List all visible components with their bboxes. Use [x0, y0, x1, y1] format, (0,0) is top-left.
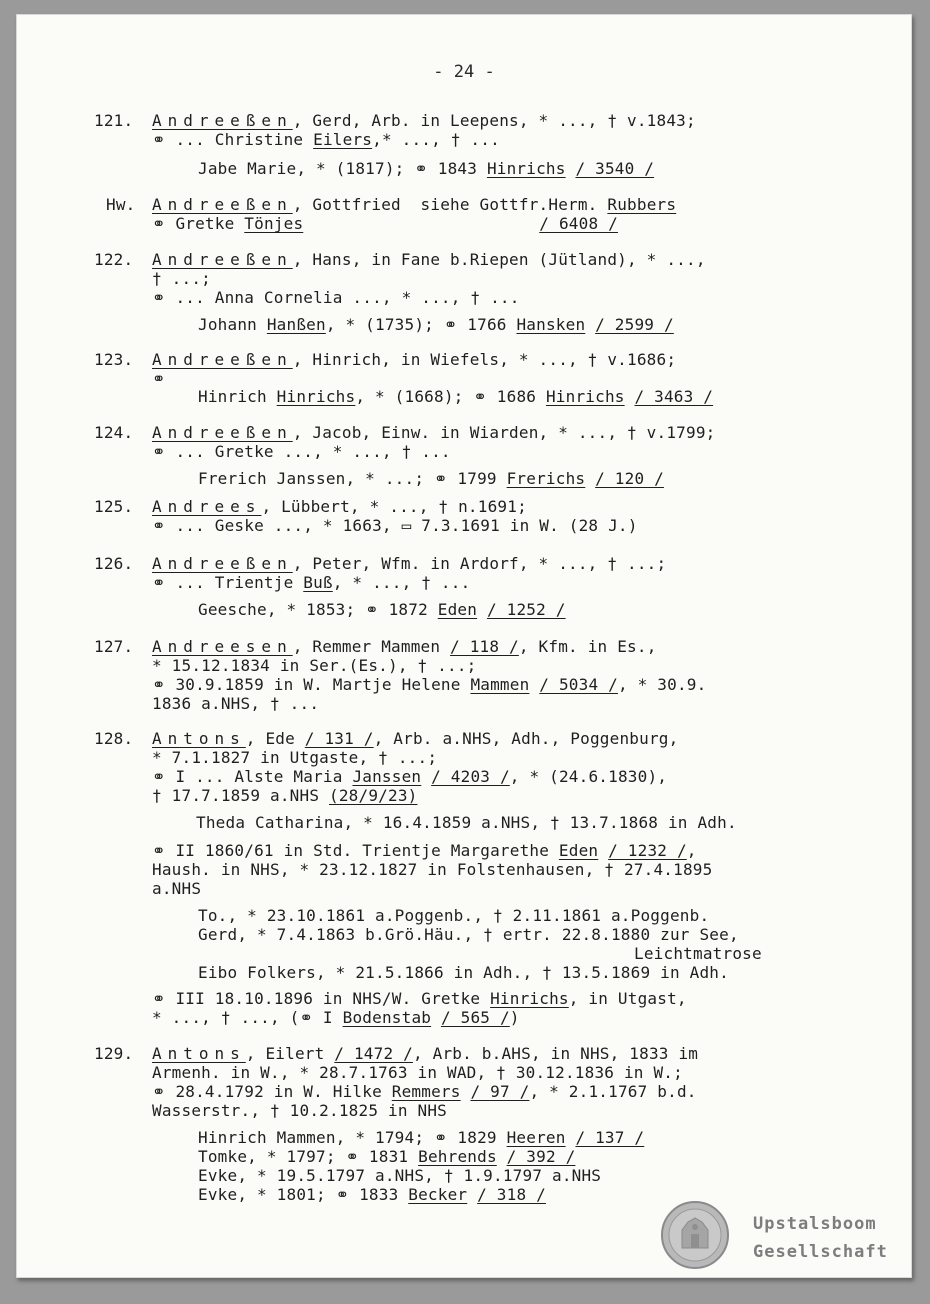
entry-line: a.NHS — [152, 879, 202, 898]
entry-line: Antons, Eilert / 1472 /, Arb. b.AHS, in NHS, 1833 im — [152, 1044, 699, 1063]
entry-line: ⚭ ... Geske ..., * 1663, ▭ 7.3.1691 in W. (28 J.) — [152, 516, 638, 535]
entry-line: † ...; — [152, 269, 211, 288]
surname: Andrees — [152, 497, 262, 516]
society-name-line1: Upstalsboom — [753, 1214, 877, 1234]
underlined-text: / 2599 / — [595, 315, 674, 334]
underlined-text: Becker — [408, 1185, 468, 1204]
underlined-text: Hansken — [516, 315, 586, 334]
entry-line: Andreeßen, Gerd, Arb. in Leepens, * ..., † v.1843; — [152, 111, 696, 130]
underlined-text: Janssen — [352, 767, 422, 786]
entry-number: Hw. — [106, 195, 136, 214]
entry-line: Theda Catharina, * 16.4.1859 a.NHS, † 13.7.1868 in Adh. — [196, 813, 737, 832]
entry-line: Andreeßen, Hinrich, in Wiefels, * ..., † v.1686; — [152, 350, 677, 369]
entry-line: Gerd, * 7.4.1863 b.Grö.Häu., † ertr. 22.8.1880 zur See, — [198, 925, 739, 944]
entry-line: * 7.1.1827 in Utgaste, † ...; — [152, 748, 438, 767]
entry-line: Andreeßen, Gottfried siehe Gottfr.Herm. Rubbers — [152, 195, 677, 214]
entry-line: ⚭ ... Christine Eilers,* ..., † ... — [152, 130, 500, 149]
surname: Andreeßen — [152, 111, 293, 130]
entry-line: ⚭ Gretke Tönjes / 6408 / — [152, 214, 618, 233]
entry-number: 129. — [94, 1044, 134, 1063]
page-number: - 24 - — [433, 62, 495, 82]
seal-icon — [660, 1200, 730, 1270]
entry-line: Jabe Marie, * (1817); ⚭ 1843 Hinrichs / 3540 / — [198, 159, 655, 178]
underlined-text: (28/9/23) — [329, 786, 418, 805]
entry-line: Leichtmatrose — [634, 944, 762, 963]
underlined-text: Eden — [437, 600, 478, 619]
entry-number: 124. — [94, 423, 134, 442]
entry-line: * ..., † ..., (⚭ I Bodenstab / 565 /) — [152, 1008, 520, 1027]
entry-line: ⚭ ... Gretke ..., * ..., † ... — [152, 442, 451, 461]
underlined-text: Hinrichs — [545, 387, 625, 406]
surname: Antons — [152, 729, 246, 748]
entry-line: † 17.7.1859 a.NHS (28/9/23) — [152, 786, 418, 805]
underlined-text: / 1472 / — [334, 1044, 413, 1063]
entry-line: Eibo Folkers, * 21.5.1866 in Adh., † 13.5.1869 in Adh. — [198, 963, 729, 982]
entry-line: Frerich Janssen, * ...; ⚭ 1799 Frerichs / 120 / — [198, 469, 664, 488]
underlined-text: / 1232 / — [608, 841, 687, 860]
entry-line: Hinrich Hinrichs, * (1668); ⚭ 1686 Hinrichs / 3463 / — [198, 387, 714, 406]
entry-line: Wasserstr., † 10.2.1825 in NHS — [152, 1101, 447, 1120]
entry-line: 1836 a.NHS, † ... — [152, 694, 320, 713]
underlined-text: Buß — [303, 573, 333, 592]
entry-line: Andreeßen, Hans, in Fane b.Riepen (Jütland), * ..., — [152, 250, 706, 269]
entry-line: ⚭ II 1860/61 in Std. Trientje Margarethe Eden / 1232 /, — [152, 841, 697, 860]
underlined-text: Tönjes — [244, 214, 304, 233]
underlined-text: / 118 / — [450, 637, 519, 656]
underlined-text: Bodenstab — [342, 1008, 432, 1027]
entry-number: 123. — [94, 350, 134, 369]
underlined-text: / 5034 / — [539, 675, 618, 694]
entry-line: Andrees, Lübbert, * ..., † n.1691; — [152, 497, 527, 516]
entry-line: Antons, Ede / 131 /, Arb. a.NHS, Adh., Poggenburg, — [152, 729, 679, 748]
entry-line: ⚭ ... Trientje Buß, * ..., † ... — [152, 573, 471, 592]
underlined-text: / 137 / — [575, 1128, 645, 1147]
entry-line: Evke, * 19.5.1797 a.NHS, † 1.9.1797 a.NHS — [198, 1166, 602, 1185]
entry-line: Andreeßen, Jacob, Einw. in Wiarden, * ..., † v.1799; — [152, 423, 716, 442]
underlined-text: Frerichs — [506, 469, 586, 488]
entry-number: 127. — [94, 637, 134, 656]
underlined-text: Mammen — [470, 675, 530, 694]
entry-line: Andreesen, Remmer Mammen / 118 /, Kfm. in Es., — [152, 637, 657, 656]
document-page — [16, 14, 912, 1278]
entry-line: To., * 23.10.1861 a.Poggenb., † 2.11.1861 a.Poggenb. — [198, 906, 710, 925]
entry-line: ⚭ 30.9.1859 in W. Martje Helene Mammen / 5034 /, * 30.9. — [152, 675, 707, 694]
entry-line: Geesche, * 1853; ⚭ 1872 Eden / 1252 / — [198, 600, 566, 619]
underlined-text: Hanßen — [266, 315, 326, 334]
underlined-text: / 131 / — [304, 729, 374, 748]
underlined-text: Hinrichs — [486, 159, 566, 178]
entry-number: 121. — [94, 111, 134, 130]
surname: Andreeßen — [152, 554, 293, 573]
underlined-text: Eden — [558, 841, 599, 860]
underlined-text: / 1252 / — [486, 600, 566, 619]
entry-number: 125. — [94, 497, 134, 516]
entry-line: ⚭ III 18.10.1896 in NHS/W. Gretke Hinrichs, in Utgast, — [152, 989, 687, 1008]
entry-line: ⚭ 28.4.1792 in W. Hilke Remmers / 97 /, * 2.1.1767 b.d. — [152, 1082, 697, 1101]
surname: Andreeßen — [152, 350, 293, 369]
underlined-text: Behrends — [418, 1147, 497, 1166]
underlined-text: Eilers — [313, 130, 373, 149]
entry-number: 128. — [94, 729, 134, 748]
entry-line: ⚭ — [152, 369, 166, 388]
entry-line: ⚭ I ... Alste Maria Janssen / 4203 /, * (24.6.1830), — [152, 767, 668, 786]
entry-line: Armenh. in W., * 28.7.1763 in WAD, † 30.12.1836 in W.; — [152, 1063, 683, 1082]
underlined-text: Remmers — [391, 1082, 461, 1101]
surname: Andreeßen — [152, 423, 293, 442]
underlined-text: Rubbers — [607, 195, 677, 214]
surname: Andreesen — [152, 637, 293, 656]
underlined-text: Hinrichs — [276, 387, 356, 406]
underlined-text: / 97 / — [470, 1082, 530, 1101]
entry-line: Johann Hanßen, * (1735); ⚭ 1766 Hansken / 2599 / — [198, 315, 674, 334]
entry-line: ⚭ ... Anna Cornelia ..., * ..., † ... — [152, 288, 520, 307]
entry-line: * 15.12.1834 in Ser.(Es.), † ...; — [152, 656, 477, 675]
entry-number: 126. — [94, 554, 134, 573]
underlined-text: / 565 / — [440, 1008, 510, 1027]
surname: Andreeßen — [152, 250, 293, 269]
underlined-text: / 6408 / — [539, 214, 618, 233]
entry-number: 122. — [94, 250, 134, 269]
surname: Antons — [152, 1044, 246, 1063]
entry-line: Evke, * 1801; ⚭ 1833 Becker / 318 / — [198, 1185, 546, 1204]
underlined-text: / 3463 / — [634, 387, 714, 406]
entry-line: Andreeßen, Peter, Wfm. in Ardorf, * ..., † ...; — [152, 554, 667, 573]
underlined-text: Hinrichs — [490, 989, 569, 1008]
underlined-text: Heeren — [506, 1128, 566, 1147]
underlined-text: / 392 / — [506, 1147, 576, 1166]
society-name-line2: Gesellschaft — [753, 1242, 888, 1262]
underlined-text: / 4203 / — [431, 767, 510, 786]
entry-line: Tomke, * 1797; ⚭ 1831 Behrends / 392 / — [198, 1147, 576, 1166]
entry-line: Haush. in NHS, * 23.12.1827 in Folstenhausen, † 27.4.1895 — [152, 860, 713, 879]
surname: Andreeßen — [152, 195, 293, 214]
entry-line: Hinrich Mammen, * 1794; ⚭ 1829 Heeren / 137 / — [198, 1128, 645, 1147]
underlined-text: / 120 / — [595, 469, 664, 488]
underlined-text: / 3540 / — [575, 159, 655, 178]
underlined-text: / 318 / — [477, 1185, 546, 1204]
